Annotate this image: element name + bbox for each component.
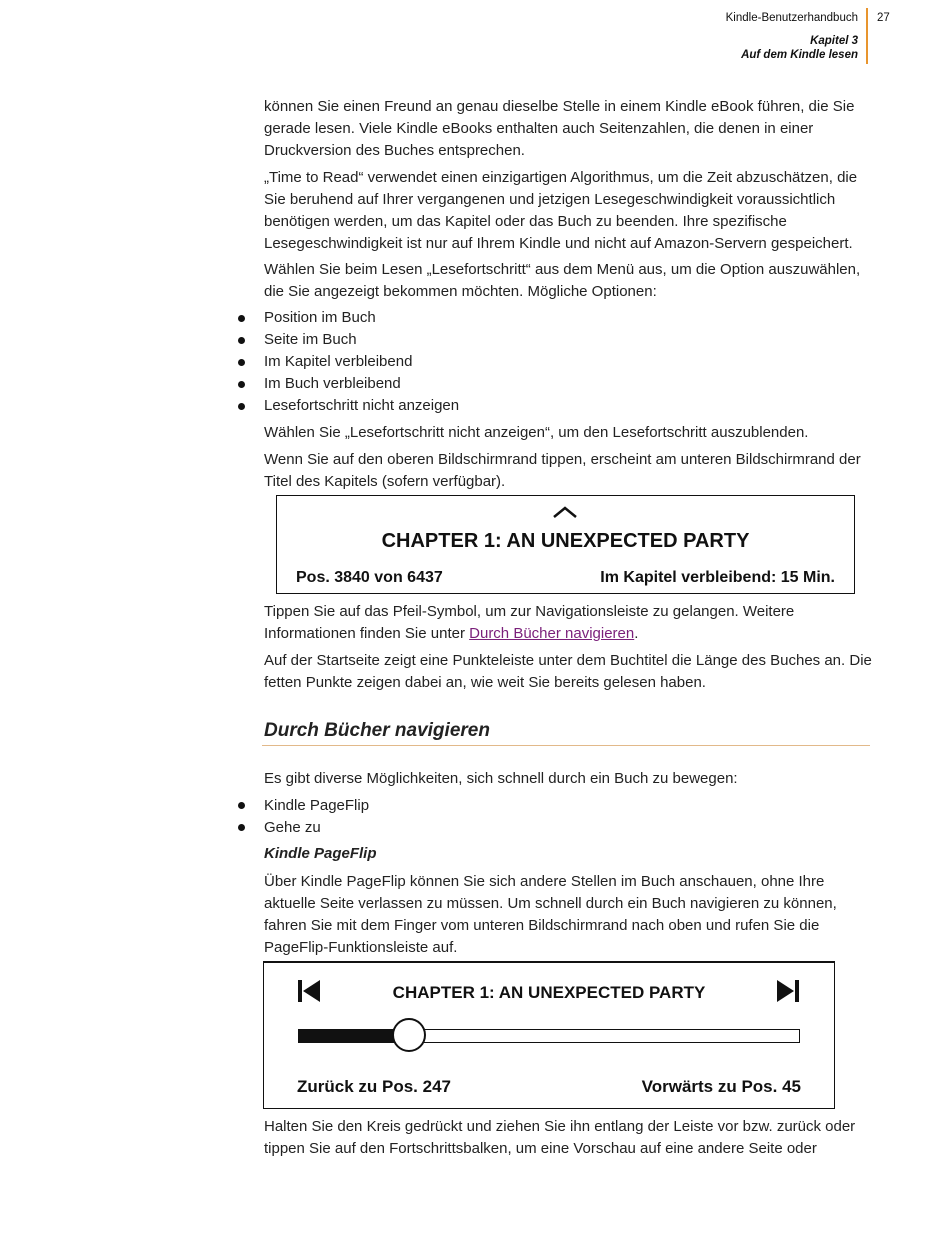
fig1-time-remaining: Im Kapitel verbleibend: 15 Min.	[600, 569, 835, 586]
paragraph-10: Halten Sie den Kreis gedrückt und ziehen Sie ihn entlang der Leiste vor bzw. zurück oder tippen Sie auf den Fortschrittsbalken, um eine Vorschau auf eine andere Seite oder	[264, 1118, 856, 1157]
bullet-dot	[238, 802, 245, 809]
list-item: Lesefortschritt nicht anzeigen	[264, 397, 460, 414]
paragraph-8: Es gibt diverse Möglichkeiten, sich schnell durch ein Buch zu bewegen:	[264, 770, 738, 787]
fig2-chapter-title: CHAPTER 1: AN UNEXPECTED PARTY	[392, 983, 706, 1002]
header-divider	[866, 8, 868, 64]
skip-forward-icon[interactable]	[776, 979, 800, 1003]
chapter-title: Auf dem Kindle lesen	[741, 49, 858, 61]
page-number: 27	[877, 12, 890, 24]
bullet-dot	[238, 403, 245, 410]
bullet-dot	[238, 337, 245, 344]
pageflip-screenshot	[263, 961, 835, 1109]
list-item: Im Buch verbleibend	[264, 375, 401, 392]
chapter-number: Kapitel 3	[810, 35, 858, 47]
running-header-chapter	[741, 34, 858, 62]
bullet-dot	[238, 359, 245, 366]
paragraph-9: Über Kindle PageFlip können Sie sich andere Stellen im Buch anschauen, ohne Ihre aktuelle Seite verlassen zu müssen. Um schnell durch ein Buch navigieren zu können, fahren Sie mit dem Finger vom unteren Bildschirmrand nach oben und rufen Sie die PageFlip-Funktionsleiste auf.	[264, 873, 837, 956]
bullet-dot	[238, 381, 245, 388]
section-divider	[262, 745, 870, 746]
paragraph-6-text: Tippen Sie auf das Pfeil-Symbol, um zur Navigationsleiste zu gelangen. Weitere Informationen finden Sie unter	[264, 603, 795, 642]
fig1-chapter-title: CHAPTER 1: AN UNEXPECTED PARTY	[381, 530, 750, 552]
paragraph-3: Wählen Sie beim Lesen „Lesefortschritt“ aus dem Menü aus, um die Option auszuwählen, die Sie angezeigt bekommen möchten. Mögliche Optionen:	[264, 261, 861, 300]
bullet-dot	[238, 824, 245, 831]
paragraph-7: Auf der Startseite zeigt eine Punkteleiste unter dem Buchtitel die Länge des Buches an. Die fetten Punkte zeigen dabei an, wie weit Sie bereits gelesen haben.	[264, 652, 872, 691]
paragraph-6	[264, 601, 874, 645]
paragraph-4: Wählen Sie „Lesefortschritt nicht anzeigen“, um den Lesefortschritt auszublenden.	[264, 424, 809, 441]
paragraph-2: „Time to Read“ verwendet einen einzigartigen Algorithmus, um die Zeit abzuschätzen, die Sie beruhend auf Ihrer vergangenen und jetzigen Lesegeschwindigkeit voraussichtlich benötigen werden, um das Kapitel oder das Buch zu beenden. Ihre spezifische Lesegeschwindigkeit ist nur auf Ihrem Kindle und nicht auf Amazon-Servern gespeichert.	[264, 169, 858, 252]
list-item: Seite im Buch	[264, 331, 357, 348]
chevron-up-icon[interactable]	[552, 505, 578, 519]
progress-knob[interactable]	[392, 1018, 426, 1052]
running-header-book-title: Kindle-Benutzerhandbuch	[725, 12, 858, 24]
list-item: Kindle PageFlip	[264, 797, 370, 814]
link-navigate-books[interactable]: Durch Bücher navigieren	[469, 625, 635, 642]
list-item: Position im Buch	[264, 309, 376, 326]
forward-to-position[interactable]: Vorwärts zu Pos. 45	[641, 1077, 801, 1096]
chapter-title-screenshot	[276, 495, 855, 594]
paragraph-5: Wenn Sie auf den oberen Bildschirmrand tippen, erscheint am unteren Bildschirmrand der Titel des Kapitels (sofern verfügbar).	[264, 451, 861, 490]
list-item: Gehe zu	[264, 819, 321, 836]
fig1-position: Pos. 3840 von 6437	[296, 569, 443, 586]
list-item: Im Kapitel verbleibend	[264, 353, 413, 370]
paragraph-1: können Sie einen Freund an genau dieselbe Stelle in einem Kindle eBook führen, die Sie gerade lesen. Viele Kindle eBooks enthalten auch Seitenzahlen, die denen in einer Druckversion des Buches entsprechen.	[264, 98, 855, 159]
subsection-heading: Kindle PageFlip	[264, 845, 377, 862]
back-to-position[interactable]: Zurück zu Pos. 247	[297, 1077, 451, 1096]
paragraph-6-end: .	[634, 625, 639, 642]
section-heading: Durch Bücher navigieren	[264, 720, 490, 741]
progress-bar[interactable]	[298, 1029, 800, 1043]
bullet-dot	[238, 315, 245, 322]
